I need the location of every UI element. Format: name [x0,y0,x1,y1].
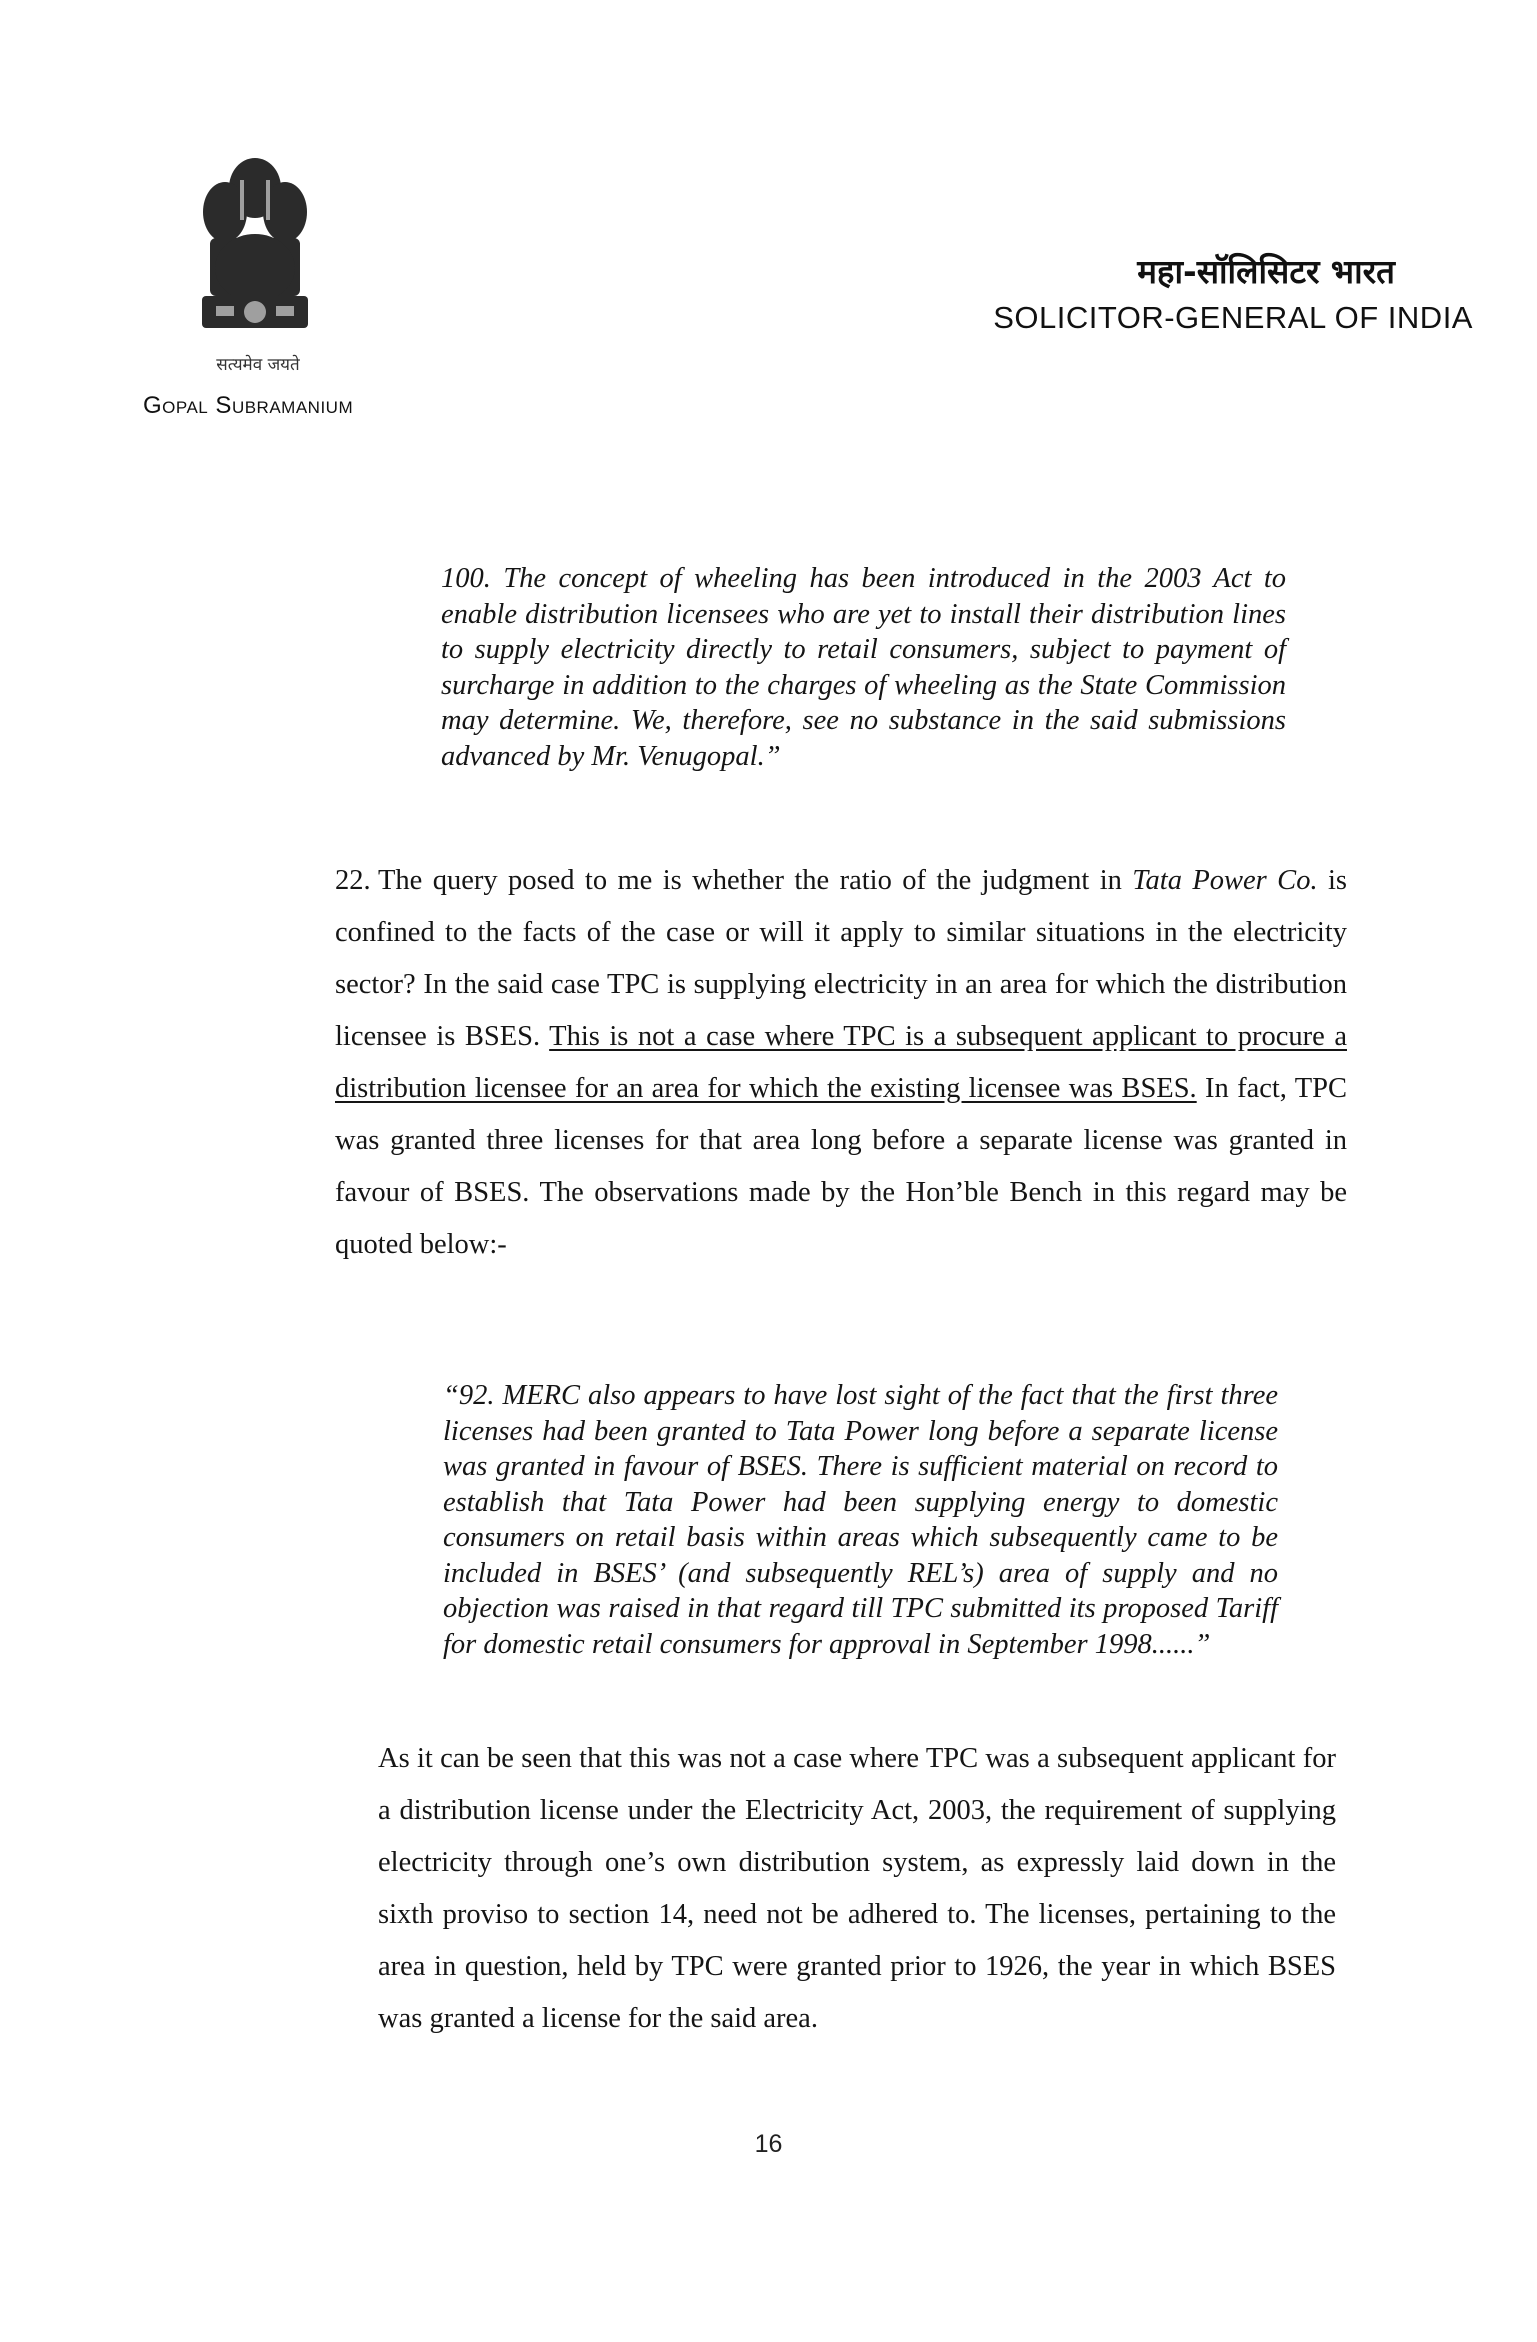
case-name: Tata Power Co. [1132,865,1318,896]
block-quote-92 [443,1378,1278,1662]
page-number: 16 [754,2130,783,2158]
quote-text: 100. The concept of wheeling has been introduced in the 2003 Act to enable distribution licensees who are yet to install their distribution lines to supply electricity directly to retail consumers, subject to payment of surcharge in addition to the charges of wheeling as the State Commission may determine. We, therefore, see no substance in the said submissions advanced by Mr. Venugopal.” [441,563,1286,772]
block-quote-100 [441,561,1286,774]
emblem-motto: सत्यमेव जयते [216,355,300,375]
paragraph-text: As it can be seen that this was not a case where TPC was a subsequent applicant for a distribution license under the Electricity Act, 2003, the requirement of supplying electricity through one’s own distribution system, as expressly laid down in the sixth proviso to section 14, need not be adhered to. The licenses, pertaining to the area in question, held by TPC were granted prior to 1926, the year in which BSES was granted a license for the said area. [378,1743,1336,2034]
paragraph-text: is confined to the facts of the case or will it apply to similar situations in the electricity sector? In the said case TPC is supplying electricity in an area for which the distribution licensee is BSES. [335,865,1348,1052]
officer-name: Gopal Subramanium [143,392,354,419]
ashoka-emblem-icon [180,150,330,350]
paragraph-text: The query posed to me is whether the ratio of the judgment in [378,865,1122,896]
hindi-office-title: महा-सॉलिसिटर भारत [1137,252,1395,291]
underlined-text: This is not a case where TPC is a subsequent applicant to procure a distribution licensee for an area for which the existing licensee was BSES. [335,1021,1347,1104]
paragraph-continued [378,1733,1336,2045]
quote-text: “92. MERC also appears to have lost sight of the fact that the first three licenses had been granted to Tata Power long before a separate license was granted in favour of BSES. There is sufficient material on record to establish that Tata Power had been supplying energy to domestic consumers on retail basis within areas which subsequently came to be included in BSES’ (and subsequently REL’s) area of supply and no objection was raised in that regard till TPC submitted its proposed Tariff for domestic retail consumers for approval in September 1998......” [443,1380,1278,1660]
paragraph-number: 22. [335,865,371,896]
office-title: SOLICITOR-GENERAL OF INDIA [993,300,1473,335]
paragraph-22 [335,855,1347,1271]
paragraph-text: In fact, TPC was granted three licenses for that area long before a separate license was granted in favour of BSES. The observations made by the Hon’ble Bench in this regard may be quoted below:- [335,1073,1348,1260]
